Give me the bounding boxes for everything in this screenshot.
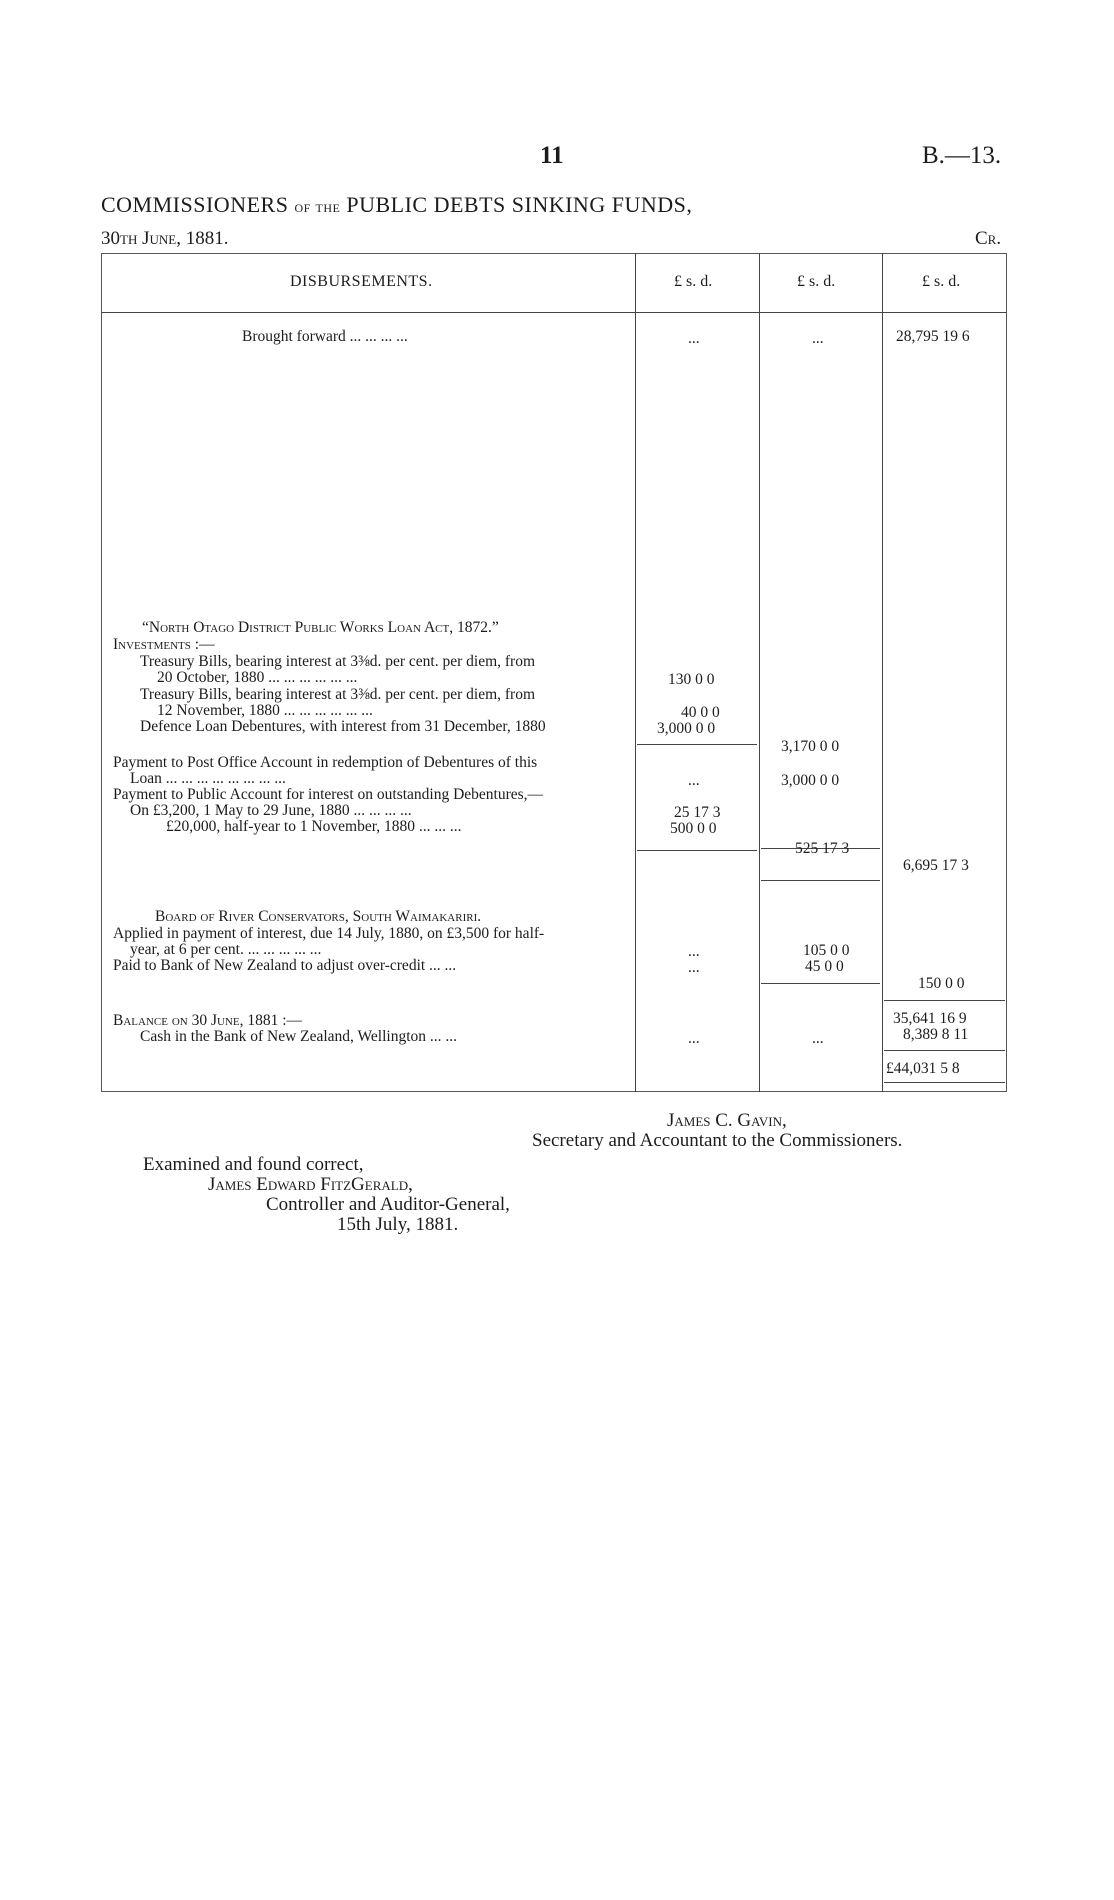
column-header-1: £ s. d. [674,273,713,290]
column-divider-3 [882,253,883,1092]
grand-total: £44,031 5 8 [886,1060,960,1077]
column-divider-2 [759,253,760,1092]
amount-col1: 25 17 3 [674,804,721,821]
auditor-title: Controller and Auditor-General, [266,1194,510,1215]
north-otago-total: 6,695 17 3 [903,857,969,874]
river-board-heading: Board of River Conservators, South Waimakariri. [155,908,482,925]
title-tail: PUBLIC DEBTS SINKING FUNDS, [346,192,693,217]
entry-line: Payment to Public Account for interest on outstanding Debentures,— [113,786,544,803]
brought-forward-label: Brought forward ... ... ... ... [242,328,408,345]
rule-before-balance [884,1000,1005,1001]
entry-line: Payment to Post Office Account in redemption of Debentures of this [113,754,538,771]
auditor-name: James Edward FitzGerald, [208,1174,413,1195]
amount-col1: 500 0 0 [670,820,717,837]
entry-line: Treasury Bills, bearing interest at 3⅜d. per cent. per diem, from [140,653,536,670]
entry-line: Applied in payment of interest, due 14 July, 1880, on £3,500 for half- [113,925,545,942]
header-rule [101,312,1007,313]
entry-line: Defence Loan Debentures, with interest from 31 December, 1880 [140,718,546,735]
brought-forward-col2: ... [812,330,824,347]
river-board-total: 150 0 0 [918,975,965,992]
entry-line: Treasury Bills, bearing interest at 3⅜d. per cent. per diem, from [140,686,536,703]
subtotal-rule-interest [637,850,757,851]
credit-side-label: Cr. [975,228,1002,249]
page-number: 11 [540,142,564,169]
statement-date: 30th June, 1881. [101,228,229,249]
balance-amount: 35,641 16 9 [893,1010,967,1027]
rule-after-total [884,1082,1005,1083]
secretary-name: James C. Gavin, [667,1110,787,1131]
document-reference: B.—13. [922,142,1002,169]
balance-col2: ... [812,1030,824,1047]
rule-before-total [884,1050,1005,1051]
balance-col1: ... [688,1030,700,1047]
amount-col1: ... [688,943,700,960]
balance-amount: 8,389 8 11 [903,1026,969,1043]
brought-forward-total: 28,795 19 6 [896,328,970,345]
examined-note: Examined and found correct, [143,1154,364,1175]
amount-col1: ... [688,772,700,789]
page-title [101,192,692,218]
balance-line: Cash in the Bank of New Zealand, Wellington ... ... [140,1028,458,1045]
column-divider-1 [635,253,636,1092]
investments-heading: Investments :— [113,636,215,653]
column-header-3: £ s. d. [922,273,961,290]
entry-line: 12 November, 1880 ... ... ... ... ... ... [157,702,373,719]
entry-line: Loan ... ... ... ... ... ... ... ... [130,770,286,787]
subtotal-rule-investments [637,744,757,745]
column-header-disbursements: DISBURSEMENTS. [290,273,433,290]
amount-col1: 130 0 0 [668,671,715,688]
secretary-title: Secretary and Accountant to the Commissioners. [532,1130,903,1151]
auditor-date: 15th July, 1881. [337,1214,459,1235]
subtotal-rule-col2-b [761,880,880,881]
entry-line: On £3,200, 1 May to 29 June, 1880 ... ... ... ... [130,802,412,819]
amount-col2: 525 17 3 [795,840,850,857]
amount-col2: 3,000 0 0 [781,772,840,789]
amount-col2: 105 0 0 [803,942,850,959]
entry-line: 20 October, 1880 ... ... ... ... ... ... [157,669,358,686]
north-otago-heading: “North Otago District Public Works Loan Act, 1872.” [142,619,499,636]
column-header-2: £ s. d. [797,273,836,290]
title-of-the: of the [294,197,341,216]
amount-col1: 3,000 0 0 [657,720,716,737]
amount-col2: 3,170 0 0 [781,738,840,755]
amount-col1: 40 0 0 [681,704,720,721]
brought-forward-col1: ... [688,330,700,347]
balance-heading: Balance on 30 June, 1881 :— [113,1012,303,1029]
amount-col2: 45 0 0 [805,958,844,975]
title-lead: COMMISSIONERS [101,192,289,217]
entry-line: Paid to Bank of New Zealand to adjust over-credit ... ... [113,957,457,974]
subtotal-rule-board [761,983,880,984]
amount-col1: ... [688,959,700,976]
entry-line: £20,000, half-year to 1 November, 1880 ... ... ... [166,818,462,835]
entry-line: year, at 6 per cent. ... ... ... ... ... [130,941,322,958]
